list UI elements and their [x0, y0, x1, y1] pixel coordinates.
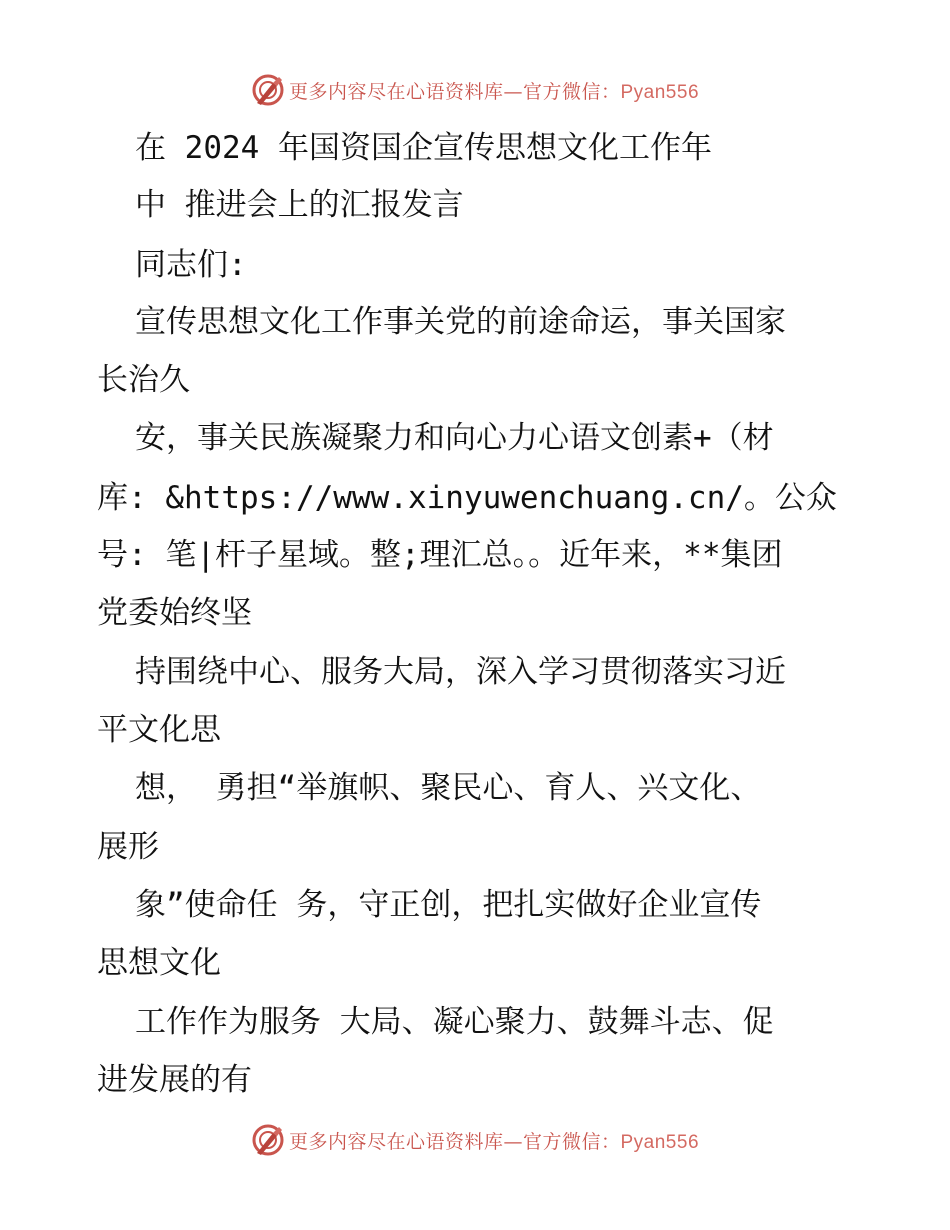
text-line: 号: 笔|杆子星域。整;理汇总。。近年来，**集团	[97, 537, 783, 573]
pen-logo-icon	[251, 1123, 285, 1157]
text-line: 同志们:	[135, 247, 247, 283]
text-line: 安，事关民族凝聚力和向心力心语文创素+（材	[135, 420, 774, 456]
text-line: 平文化思	[97, 712, 221, 748]
watermark-text	[289, 1127, 699, 1154]
text-line: 展形	[97, 829, 159, 865]
text-line: 思想文化	[97, 945, 221, 981]
text-line: 库: &https://www.xinyuwenchuang.cn/。公众	[97, 480, 837, 516]
watermark-site-text: 更多内容尽在心语资料库—官方微信：	[288, 1130, 621, 1153]
text-line: 在 2024 年国资国企宣传思想文化工作年	[135, 130, 712, 166]
watermark-banner-bottom	[0, 1120, 950, 1160]
text-line: 进发展的有	[97, 1062, 252, 1098]
watermark-account: Pyan556	[620, 1131, 700, 1153]
text-line: 中 推进会上的汇报发言	[135, 187, 464, 223]
text-line: 宣传思想文化工作事关党的前途命运，事关国家	[135, 304, 786, 340]
text-line: 工作作为服务 大局、凝心聚力、鼓舞斗志、促	[135, 1004, 774, 1040]
text-line: 想， 勇担“举旗帜、聚民心、育人、兴文化、	[135, 770, 762, 806]
watermark-account: Pyan556	[620, 81, 700, 103]
text-line: 象”使命任 务，守正创，把扎实做好企业宣传	[135, 887, 762, 923]
text-line: 持围绕中心、服务大局，深入学习贯彻落实习近	[135, 654, 786, 690]
text-line: 党委始终坚	[97, 595, 252, 631]
text-line: 长治久	[97, 362, 190, 398]
watermark-site-text: 更多内容尽在心语资料库—官方微信：	[288, 80, 621, 103]
